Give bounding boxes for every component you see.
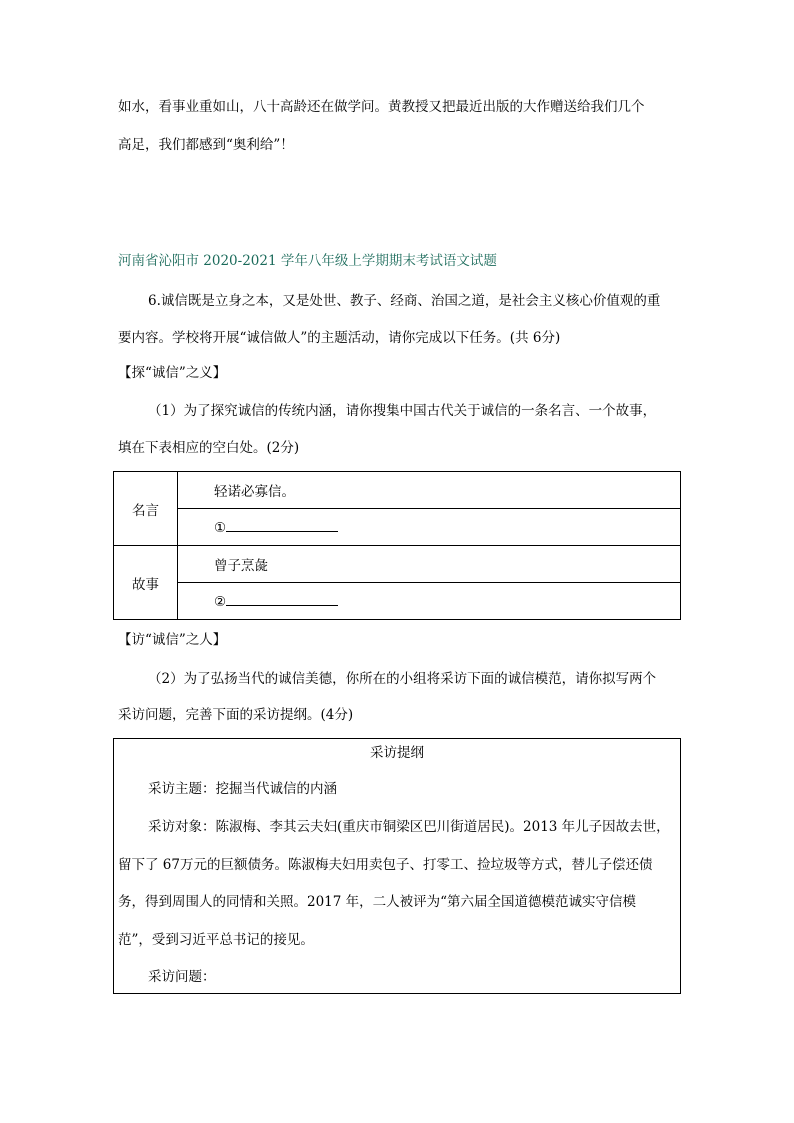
table-cell-blank-1[interactable] — [178, 509, 681, 546]
section-heading: 【访“诚信”之人】 — [118, 632, 227, 648]
answer-table — [113, 471, 681, 620]
table-label-story: 故事 — [114, 546, 178, 620]
paragraph-line: 高足，我们都感到“奥利给”！ — [118, 137, 294, 153]
outline-title: 采访提纲 — [370, 745, 424, 761]
outline-topic: 采访主题：挖掘当代诚信的内涵 — [148, 781, 337, 797]
question-text: 要内容。学校将开展“诚信做人”的主题活动，请你完成以下任务。(共 6分) — [118, 330, 561, 346]
table-cell-quote: 轻诺必寡信。 — [178, 472, 681, 509]
blank-marker: ② — [214, 593, 227, 610]
subquestion-text: 填在下表相应的空白处。(2分) — [118, 440, 300, 456]
answer-blank[interactable] — [226, 593, 338, 606]
table-cell-blank-2[interactable] — [178, 583, 681, 620]
source-title: 河南省沁阳市 2020-2021 学年八年级上学期期末考试语文试题 — [118, 253, 497, 269]
blank-marker: ① — [214, 519, 227, 536]
outline-object: 务，得到周围人的同情和关照。2017 年，二人被评为“第六届全国道德模范诚实守信模 — [118, 894, 637, 910]
subquestion-text: 采访问题，完善下面的采访提纲。(4分) — [118, 707, 354, 723]
answer-blank[interactable] — [226, 519, 338, 532]
interview-outline-box — [113, 738, 681, 994]
paragraph-line: 如水，看事业重如山，八十高龄还在做学问。黄教授又把最近出版的大作赠送给我们几个 — [118, 99, 645, 115]
table-cell-story: 曾子烹彘 — [178, 546, 681, 583]
subquestion-text: （1）为了探究诚信的传统内涵，请你搜集中国古代关于诚信的一条名言、一个故事， — [148, 403, 657, 419]
table-label-quote: 名言 — [114, 472, 178, 546]
subquestion-text: （2）为了弘扬当代的诚信美德，你所在的小组将采访下面的诚信模范，请你拟写两个 — [148, 671, 657, 687]
outline-object: 范”，受到习近平总书记的接见。 — [118, 932, 314, 948]
outline-object: 留下了 67万元的巨额债务。陈淑梅夫妇用卖包子、打零工、捡垃圾等方式，替儿子偿还债 — [118, 857, 653, 873]
question-text: 6.诚信既是立身之本，又是处世、教子、经商、治国之道，是社会主义核心价值观的重 — [148, 293, 661, 309]
outline-object: 采访对象：陈淑梅、李其云夫妇(重庆市铜梁区巴川街道居民)。2013 年儿子因故去世， — [148, 819, 670, 835]
outline-questions-label: 采访问题： — [148, 969, 216, 985]
section-heading: 【探“诚信”之义】 — [118, 365, 227, 381]
